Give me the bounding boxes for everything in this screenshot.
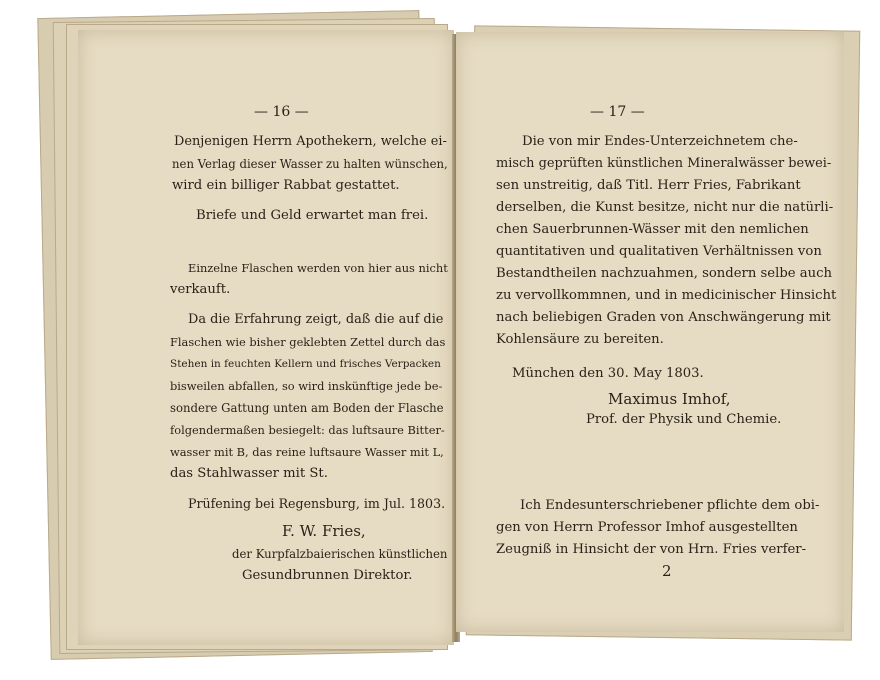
- text-line: Die von mir Endes-Unterzeichnetem che-: [522, 134, 798, 149]
- page-number: — 17 —: [590, 104, 645, 120]
- text-line: verkauft.: [170, 282, 231, 297]
- place-date: München den 30. May 1803.: [512, 366, 704, 381]
- left-page: [78, 30, 454, 645]
- signer-title: Prof. der Physik und Chemie.: [586, 412, 782, 427]
- text-line: das Stahlwasser mit St.: [170, 466, 328, 481]
- text-line: Einzelne Flaschen werden von hier aus nicht: [188, 261, 448, 275]
- signer-title: Gesundbrunnen Direktor.: [242, 568, 413, 583]
- text-line: wasser mit B, das reine luftsaure Wasser mit L,: [170, 445, 444, 459]
- text-line: gen von Herrn Professor Imhof ausgestellten: [496, 520, 798, 535]
- text-line: Bestandtheilen nachzuahmen, sondern selbe auch: [496, 266, 832, 281]
- text-line: Stehen in feuchten Kellern und frisches Verpacken: [170, 358, 441, 370]
- signer-title: der Kurpfalzbaierischen künstlichen: [232, 547, 448, 561]
- right-page: [456, 32, 844, 632]
- text-line: misch geprüften künstlichen Mineralwässer bewei-: [496, 156, 832, 171]
- text-line: nach beliebigen Graden von Anschwängerung mit: [496, 310, 831, 325]
- text-line: sondere Gattung unten am Boden der Flasche: [170, 401, 444, 415]
- signature: F. W. Fries,: [282, 522, 366, 540]
- place-date: Prüfening bei Regensburg, im Jul. 1803.: [188, 496, 446, 511]
- text-line: zu vervollkommnen, und in medicinischer Hinsicht: [496, 288, 837, 303]
- signature: Maximus Imhof,: [608, 390, 731, 408]
- text-line: Briefe und Geld erwartet man frei.: [196, 208, 429, 223]
- text-line: folgendermaßen besiegelt: das luftsaure Bitter-: [170, 423, 445, 437]
- page-number: — 16 —: [254, 104, 309, 120]
- text-line: derselben, die Kunst besitze, nicht nur die natürli-: [496, 200, 834, 215]
- text-line: Zeugniß in Hinsicht der von Hrn. Fries verfer-: [496, 542, 807, 557]
- text-line: sen unstreitig, daß Titl. Herr Fries, Fabrikant: [496, 178, 801, 193]
- text-line: Da die Erfahrung zeigt, daß die auf die: [188, 312, 444, 327]
- text-line: Kohlensäure zu bereiten.: [496, 332, 664, 347]
- text-line: Denjenigen Herrn Apothekern, welche ei-: [174, 134, 447, 149]
- text-line: quantitativen und qualitativen Verhältnissen von: [496, 244, 822, 259]
- text-line: bisweilen abfallen, so wird inskünftige jede be-: [170, 379, 443, 393]
- text-line: nen Verlag dieser Wasser zu halten wünschen,: [172, 157, 448, 171]
- signature-mark: 2: [662, 562, 672, 580]
- text-line: Ich Endesunterschriebener pflichte dem obi-: [520, 498, 820, 513]
- text-line: chen Sauerbrunnen-Wässer mit den nemlichen: [496, 222, 809, 237]
- text-line: Flaschen wie bisher geklebten Zettel durch das: [170, 335, 446, 349]
- text-line: wird ein billiger Rabbat gestattet.: [172, 178, 400, 193]
